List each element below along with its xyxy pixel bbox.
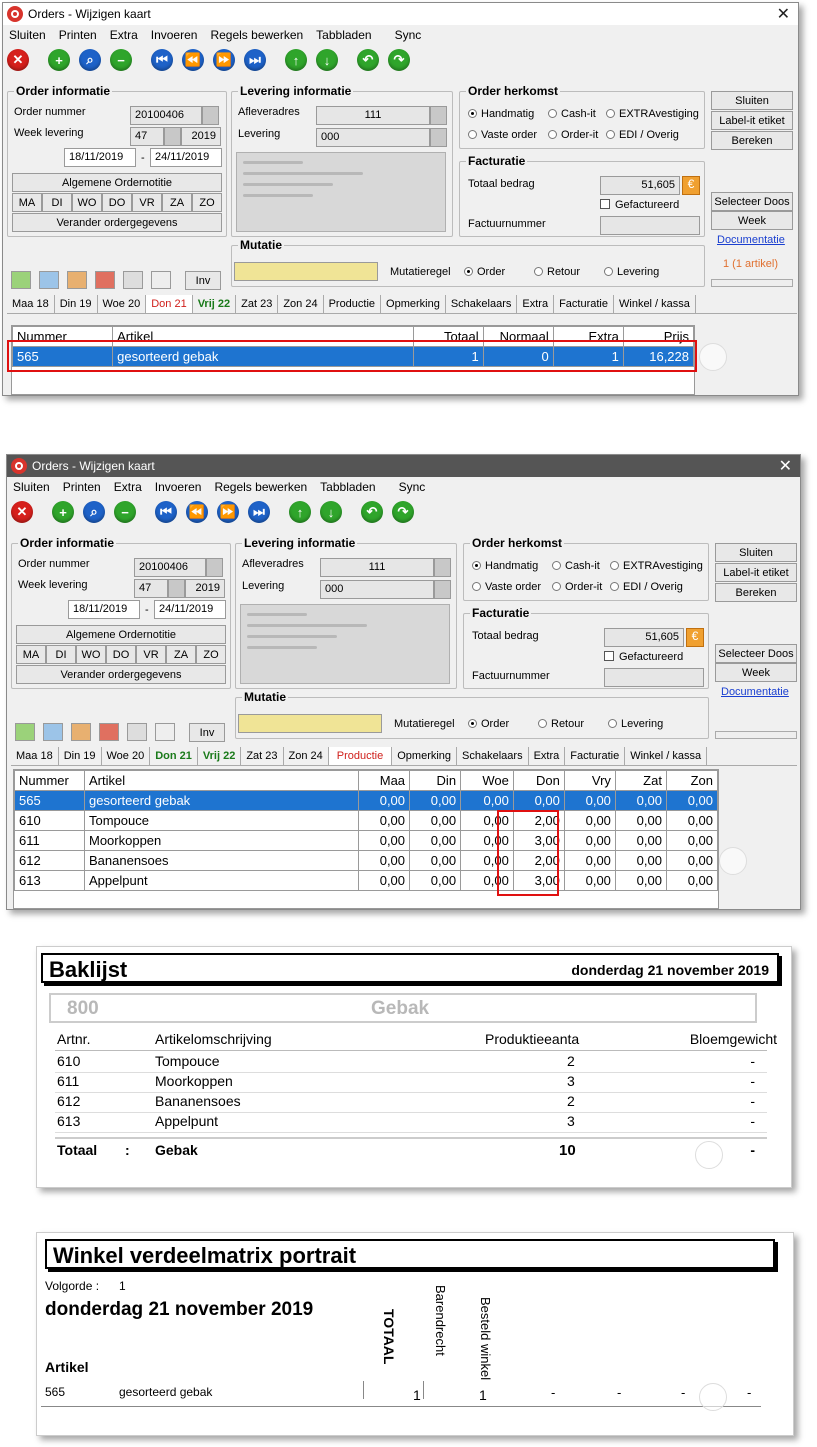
year-field[interactable]: 2019: [181, 127, 221, 146]
tab-vrij-22[interactable]: Vrij 22: [193, 295, 236, 313]
table-row: 610 Tompouce 2 -: [55, 1053, 767, 1073]
mutation-order-radio[interactable]: Order: [468, 718, 509, 730]
menu-bar: [7, 477, 800, 497]
invoicing-group: [459, 154, 705, 237]
address-label: Afleveradres: [238, 106, 300, 118]
total-row: [55, 1137, 767, 1161]
undo-icon[interactable]: ↶: [357, 49, 379, 71]
documentatie-link[interactable]: Documentatie: [717, 234, 785, 246]
tab-extra[interactable]: Extra: [529, 747, 566, 765]
highlight-box: [497, 810, 559, 896]
address-button[interactable]: [430, 106, 447, 125]
mutation-levering-radio[interactable]: Levering: [604, 266, 659, 278]
table-row: 612 Bananensoes 2 -: [55, 1093, 767, 1113]
tab-winkel-kassa[interactable]: Winkel / kassa: [614, 295, 696, 313]
watermark-icon: [719, 847, 747, 875]
day-di-button[interactable]: DI: [46, 645, 76, 664]
previous-record-icon[interactable]: ⏪: [182, 49, 204, 71]
mutation-line-label: Mutatieregel: [390, 266, 451, 278]
order-number-button[interactable]: [202, 106, 219, 125]
menu-invoeren[interactable]: Invoeren: [154, 480, 202, 494]
address-field[interactable]: 111: [320, 558, 434, 577]
order-info-group: [7, 84, 227, 237]
remove-icon[interactable]: −: [114, 501, 136, 523]
baklijst-table: [55, 1031, 777, 1161]
mutation-input[interactable]: [238, 714, 382, 733]
report-title: Winkel verdeelmatrix portrait: [53, 1243, 357, 1268]
menu-tabbladen[interactable]: Tabbladen: [316, 28, 372, 42]
row-naam: gesorteerd gebak: [119, 1385, 213, 1399]
progress-bar: [711, 279, 793, 287]
origin-handmatig[interactable]: Handmatig: [468, 108, 534, 120]
day-do-button[interactable]: DO: [102, 193, 132, 212]
tab-extra[interactable]: Extra: [517, 295, 554, 313]
date-from-field[interactable]: 18/11/2019: [68, 600, 140, 619]
week-button[interactable]: Week: [711, 211, 793, 230]
bereken-button[interactable]: Bereken: [711, 131, 793, 150]
order-info-title: Order informatie: [20, 536, 115, 550]
delivery-info-title: Levering informatie: [240, 84, 352, 98]
tab-woe-20[interactable]: Woe 20: [102, 747, 151, 765]
mutation-retour-radio[interactable]: Retour: [538, 718, 584, 730]
menu-sluiten[interactable]: Sluiten: [9, 28, 46, 42]
cell-extra[interactable]: 1: [553, 347, 623, 367]
origin-extravestiging[interactable]: EXTRAvestiging: [606, 108, 699, 120]
notes-icon[interactable]: [127, 723, 147, 741]
app-icon: [11, 458, 27, 474]
col-nummer[interactable]: Nummer: [13, 327, 113, 347]
window-title: Orders - Wijzigen kaart: [32, 459, 155, 473]
row-v1: 1: [479, 1387, 487, 1403]
origin-order-it[interactable]: Order-it: [548, 129, 598, 141]
invoice-number-field[interactable]: [604, 668, 704, 687]
col-woe[interactable]: Woe: [461, 771, 514, 791]
change-order-button[interactable]: Verander ordergegevens: [16, 665, 226, 684]
cell-totaal[interactable]: 1: [413, 347, 483, 367]
address-label: Afleveradres: [242, 558, 304, 570]
origin-vaste-order[interactable]: Vaste order: [468, 129, 537, 141]
table-header: [55, 1031, 777, 1051]
inv-button[interactable]: Inv: [189, 723, 225, 742]
notes-icon[interactable]: [123, 271, 143, 289]
tab-zat-23[interactable]: Zat 23: [241, 747, 283, 765]
arrow-up-icon[interactable]: ↑: [285, 49, 307, 71]
col-artnr: Artnr.: [57, 1031, 91, 1047]
col-din[interactable]: Din: [410, 771, 461, 791]
tab-facturatie[interactable]: Facturatie: [554, 295, 614, 313]
menu-sync[interactable]: Sync: [398, 480, 426, 494]
order-info-group: [11, 536, 231, 689]
blurred-address: [240, 604, 450, 684]
production-grid: [13, 769, 719, 909]
tab-schakelaars[interactable]: Schakelaars: [446, 295, 518, 313]
toolbar: [3, 45, 798, 75]
row-dash: -: [617, 1385, 622, 1400]
origin-handmatig[interactable]: Handmatig: [472, 560, 538, 572]
order-origin-title: Order herkomst: [472, 536, 563, 550]
day-za-button[interactable]: ZA: [162, 193, 192, 212]
progress-bar: [715, 731, 797, 739]
week-field[interactable]: 47: [130, 127, 164, 146]
tab-facturatie[interactable]: Facturatie: [565, 747, 625, 765]
day-ma-button[interactable]: MA: [16, 645, 46, 664]
date-dash: -: [145, 604, 149, 616]
col-normaal[interactable]: Normaal: [483, 327, 553, 347]
last-record-icon[interactable]: ⏭: [248, 501, 270, 523]
col-besteld-winkel: Besteld winkel: [478, 1297, 493, 1381]
col-totaal[interactable]: Totaal: [413, 327, 483, 347]
tab-opmerking[interactable]: Opmerking: [381, 295, 446, 313]
delivery-label: Levering: [238, 128, 281, 140]
cell-prijs[interactable]: 16,228: [623, 347, 693, 367]
arrow-up-icon[interactable]: ↑: [289, 501, 311, 523]
delivery-field[interactable]: 000: [316, 128, 430, 147]
cell-normaal[interactable]: 0: [483, 347, 553, 367]
title-bar: [7, 455, 800, 477]
row-nummer: 565: [45, 1385, 66, 1399]
delete-row-icon[interactable]: [99, 723, 119, 741]
year-field[interactable]: 2019: [185, 579, 225, 598]
add-row-icon[interactable]: [15, 723, 35, 741]
group-name: Gebak: [371, 998, 430, 1019]
origin-order-it[interactable]: Order-it: [552, 581, 602, 593]
order-note-button[interactable]: Algemene Ordernotitie: [16, 625, 226, 644]
cancel-icon[interactable]: ✕: [11, 501, 33, 523]
bereken-button[interactable]: Bereken: [715, 583, 797, 602]
col-zon[interactable]: Zon: [666, 771, 717, 791]
table-row[interactable]: 565 gesorteerd gebak 0,00 0,00 0,00 0,00 0,00 0,00 0,00: [15, 791, 718, 811]
week-label: Week levering: [14, 127, 84, 139]
delivery-info-group: [231, 84, 453, 237]
table-row[interactable]: 613 Appelpunt 0,00 0,00 0,00 3,00 0,00 0,00 0,00: [15, 871, 718, 891]
col-barendrecht: Barendrecht: [433, 1285, 448, 1356]
order-origin-group: [459, 84, 705, 149]
origin-vaste-order[interactable]: Vaste order: [472, 581, 541, 593]
menu-invoeren[interactable]: Invoeren: [150, 28, 198, 42]
day-wo-button[interactable]: WO: [76, 645, 106, 664]
row-dash: -: [681, 1385, 686, 1400]
clock-icon[interactable]: [155, 723, 175, 741]
day-vr-button[interactable]: VR: [136, 645, 166, 664]
watermark-icon: [695, 1141, 723, 1169]
day-zo-button[interactable]: ZO: [192, 193, 222, 212]
volgorde-value: 1: [119, 1279, 126, 1293]
total-amount-field: 51,605: [604, 628, 684, 647]
origin-extravestiging[interactable]: EXTRAvestiging: [610, 560, 703, 572]
date-dash: -: [141, 152, 145, 164]
row-dash: -: [747, 1385, 752, 1400]
first-record-icon[interactable]: ⏮: [151, 49, 173, 71]
order-number-field[interactable]: 20100406: [134, 558, 206, 577]
order-note-button[interactable]: Algemene Ordernotitie: [12, 173, 222, 192]
menu-sluiten[interactable]: Sluiten: [13, 480, 50, 494]
col-zat[interactable]: Zat: [615, 771, 666, 791]
tab-din-19[interactable]: Din 19: [59, 747, 102, 765]
orders-window-2: [6, 454, 801, 910]
search-icon[interactable]: ⌕: [83, 501, 105, 523]
table-row[interactable]: 612 Bananensoes 0,00 0,00 0,00 2,00 0,00 0,00 0,00: [15, 851, 718, 871]
cell-nummer[interactable]: 565: [13, 347, 113, 367]
copy-row-icon[interactable]: [39, 271, 59, 289]
tab-din-19[interactable]: Din 19: [55, 295, 98, 313]
col-artikel[interactable]: Artikel: [113, 327, 413, 347]
col-extra[interactable]: Extra: [553, 327, 623, 347]
day-zo-button[interactable]: ZO: [196, 645, 226, 664]
col-prijs[interactable]: Prijs: [623, 327, 693, 347]
total-value: 10: [559, 1142, 576, 1159]
matrix-report: [36, 1232, 794, 1436]
artikel-label: Artikel: [45, 1359, 89, 1375]
col-nummer[interactable]: Nummer: [15, 771, 85, 791]
tab-schakelaars[interactable]: Schakelaars: [457, 747, 529, 765]
menu-tabbladen[interactable]: Tabbladen: [320, 480, 376, 494]
col-bloemgewicht: Bloemgewicht: [689, 1031, 777, 1047]
tab-productie[interactable]: Productie: [329, 747, 392, 765]
edit-row-icon[interactable]: [71, 723, 91, 741]
invoiced-checkbox[interactable]: Gefactureerd: [604, 651, 683, 663]
documentatie-link[interactable]: Documentatie: [721, 686, 789, 698]
watermark-icon: [699, 1383, 727, 1411]
order-number-label: Order nummer: [18, 558, 90, 570]
invoice-number-label: Factuurnummer: [472, 670, 550, 682]
sluiten-button[interactable]: Sluiten: [715, 543, 797, 562]
mutation-group: [235, 690, 709, 739]
inv-button[interactable]: Inv: [185, 271, 221, 290]
title-bar: [3, 3, 798, 25]
order-origin-group: [463, 536, 709, 601]
last-record-icon[interactable]: ⏭: [244, 49, 266, 71]
euro-icon[interactable]: €: [682, 176, 700, 195]
arrow-down-icon[interactable]: ↓: [316, 49, 338, 71]
origin-cash-it[interactable]: Cash-it: [552, 560, 600, 572]
tab-woe-20[interactable]: Woe 20: [98, 295, 147, 313]
invoice-number-field[interactable]: [600, 216, 700, 235]
search-icon[interactable]: ⌕: [79, 49, 101, 71]
order-origin-title: Order herkomst: [468, 84, 559, 98]
origin-edi-overig[interactable]: EDI / Overig: [610, 581, 683, 593]
add-row-icon[interactable]: [11, 271, 31, 289]
address-field[interactable]: 111: [316, 106, 430, 125]
close-icon[interactable]: ✕: [776, 6, 790, 23]
col-vry[interactable]: Vry: [564, 771, 615, 791]
redo-icon[interactable]: ↷: [388, 49, 410, 71]
week-field[interactable]: 47: [134, 579, 168, 598]
menu-printen[interactable]: Printen: [58, 28, 97, 42]
tab-zat-23[interactable]: Zat 23: [236, 295, 278, 313]
toolbar: [7, 497, 800, 527]
watermark-icon: [699, 343, 727, 371]
cell-artikel[interactable]: gesorteerd gebak: [113, 347, 413, 367]
first-record-icon[interactable]: ⏮: [155, 501, 177, 523]
delivery-button[interactable]: [430, 128, 447, 147]
order-info-title: Order informatie: [16, 84, 111, 98]
orders-window-1: [2, 2, 799, 396]
arrow-down-icon[interactable]: ↓: [320, 501, 342, 523]
col-don[interactable]: Don: [513, 771, 564, 791]
mutation-title: Mutatie: [240, 238, 282, 252]
mutation-levering-radio[interactable]: Levering: [608, 718, 663, 730]
order-number-field[interactable]: 20100406: [130, 106, 202, 125]
selecteer-doos-button[interactable]: Selecteer Doos: [711, 192, 793, 211]
day-tabs: [7, 295, 797, 314]
day-vr-button[interactable]: VR: [132, 193, 162, 212]
highlight-box: [7, 340, 697, 372]
label-it-button[interactable]: Label-it etiket: [711, 111, 793, 130]
article-count: 1 (1 artikel): [723, 258, 779, 270]
mutation-order-radio[interactable]: Order: [464, 266, 505, 278]
table-row: 611 Moorkoppen 3 -: [55, 1073, 767, 1093]
tab-zon-24[interactable]: Zon 24: [278, 295, 323, 313]
invoicing-title: Facturatie: [468, 154, 526, 168]
menu-regels-bewerken[interactable]: Regels bewerken: [214, 480, 308, 494]
total-amount-label: Totaal bedrag: [468, 178, 535, 190]
redo-icon[interactable]: ↷: [392, 501, 414, 523]
day-di-button[interactable]: DI: [42, 193, 72, 212]
tab-productie[interactable]: Productie: [324, 295, 381, 313]
report-title: Baklijst: [49, 957, 128, 982]
matrix-date: donderdag 21 november 2019: [45, 1299, 314, 1320]
volgorde-label: Volgorde :: [45, 1279, 100, 1293]
week-button[interactable]: Week: [715, 663, 797, 682]
tab-don-21[interactable]: Don 21: [150, 747, 198, 765]
total-colon: :: [125, 1142, 130, 1158]
delivery-label: Levering: [242, 580, 285, 592]
table-row[interactable]: 610 Tompouce 0,00 0,00 0,00 2,00 0,00 0,00 0,00: [15, 811, 718, 831]
total-amount-field: 51,605: [600, 176, 680, 195]
change-order-button[interactable]: Verander ordergegevens: [12, 213, 222, 232]
order-number-label: Order nummer: [14, 106, 86, 118]
total-group: Gebak: [155, 1142, 198, 1158]
selecteer-doos-button[interactable]: Selecteer Doos: [715, 644, 797, 663]
table-row: 613 Appelpunt 3 -: [55, 1113, 767, 1133]
day-ma-button[interactable]: MA: [12, 193, 42, 212]
col-maa[interactable]: Maa: [359, 771, 410, 791]
date-to-field[interactable]: 24/11/2019: [150, 148, 222, 167]
week-label: Week levering: [18, 579, 88, 591]
origin-cash-it[interactable]: Cash-it: [548, 108, 596, 120]
window-title: Orders - Wijzigen kaart: [28, 7, 151, 21]
report-title-bar: [41, 953, 779, 983]
app-icon: [7, 6, 23, 22]
grid-header: [15, 771, 718, 791]
label-it-button[interactable]: Label-it etiket: [715, 563, 797, 582]
delivery-field[interactable]: 000: [320, 580, 434, 599]
mutation-line-label: Mutatieregel: [394, 718, 455, 730]
delivery-button[interactable]: [434, 580, 451, 599]
row-totaal: 1: [413, 1387, 421, 1403]
add-icon[interactable]: +: [48, 49, 70, 71]
menu-extra[interactable]: Extra: [109, 28, 138, 42]
col-produktie: Produktieeanta: [485, 1031, 580, 1047]
add-icon[interactable]: +: [52, 501, 74, 523]
date-from-field[interactable]: 18/11/2019: [64, 148, 136, 167]
day-za-button[interactable]: ZA: [166, 645, 196, 664]
row-dash: -: [551, 1385, 556, 1400]
day-do-button[interactable]: DO: [106, 645, 136, 664]
total-dash: -: [750, 1142, 755, 1158]
delivery-info-title: Levering informatie: [244, 536, 356, 550]
col-totaal: TOTAAL: [381, 1309, 397, 1365]
mutation-title: Mutatie: [244, 690, 286, 704]
matrix-row: [41, 1379, 761, 1407]
order-number-button[interactable]: [206, 558, 223, 577]
day-wo-button[interactable]: WO: [72, 193, 102, 212]
mutation-retour-radio[interactable]: Retour: [534, 266, 580, 278]
tab-don-21[interactable]: Don 21: [146, 295, 192, 313]
menu-printen[interactable]: Printen: [62, 480, 101, 494]
delete-row-icon[interactable]: [95, 271, 115, 289]
blurred-address: [236, 152, 446, 232]
tab-opmerking[interactable]: Opmerking: [392, 747, 457, 765]
mutation-group: [231, 238, 705, 287]
week-spin[interactable]: [164, 127, 181, 146]
report-date: donderdag 21 november 2019: [571, 962, 769, 978]
col-artikel[interactable]: Artikel: [85, 771, 359, 791]
tab-maa-18[interactable]: Maa 18: [7, 295, 55, 313]
total-label: Totaal: [57, 1142, 98, 1158]
menu-regels-bewerken[interactable]: Regels bewerken: [210, 28, 304, 42]
menu-extra[interactable]: Extra: [113, 480, 142, 494]
clock-icon[interactable]: [151, 271, 171, 289]
invoice-number-label: Factuurnummer: [468, 218, 546, 230]
address-button[interactable]: [434, 558, 451, 577]
menu-sync[interactable]: Sync: [394, 28, 422, 42]
total-amount-label: Totaal bedrag: [472, 630, 539, 642]
origin-edi-overig[interactable]: EDI / Overig: [606, 129, 679, 141]
previous-record-icon[interactable]: ⏪: [186, 501, 208, 523]
tab-maa-18[interactable]: Maa 18: [11, 747, 59, 765]
report-title-bar: [45, 1239, 775, 1269]
week-spin[interactable]: [168, 579, 185, 598]
copy-row-icon[interactable]: [43, 723, 63, 741]
edit-row-icon[interactable]: [67, 271, 87, 289]
remove-icon[interactable]: −: [110, 49, 132, 71]
invoiced-checkbox[interactable]: Gefactureerd: [600, 199, 679, 211]
tab-winkel-kassa[interactable]: Winkel / kassa: [625, 747, 707, 765]
baklijst-report: [36, 946, 792, 1188]
undo-icon[interactable]: ↶: [361, 501, 383, 523]
next-record-icon[interactable]: ⏩: [213, 49, 235, 71]
menu-bar: [3, 25, 798, 45]
col-omschrijving: Artikelomschrijving: [155, 1031, 272, 1047]
close-icon[interactable]: ✕: [778, 458, 792, 475]
group-header: [49, 993, 757, 1023]
invoicing-group: [463, 606, 709, 689]
day-tabs: [11, 747, 797, 766]
group-code: 800: [67, 998, 99, 1019]
mutation-input[interactable]: [234, 262, 378, 281]
cancel-icon[interactable]: ✕: [7, 49, 29, 71]
sluiten-button[interactable]: Sluiten: [711, 91, 793, 110]
delivery-info-group: [235, 536, 457, 689]
date-to-field[interactable]: 24/11/2019: [154, 600, 226, 619]
table-row[interactable]: 611 Moorkoppen 0,00 0,00 0,00 3,00 0,00 0,00 0,00: [15, 831, 718, 851]
invoicing-title: Facturatie: [472, 606, 530, 620]
tab-vrij-22[interactable]: Vrij 22: [198, 747, 241, 765]
next-record-icon[interactable]: ⏩: [217, 501, 239, 523]
tab-zon-24[interactable]: Zon 24: [284, 747, 329, 765]
euro-icon[interactable]: €: [686, 628, 704, 647]
